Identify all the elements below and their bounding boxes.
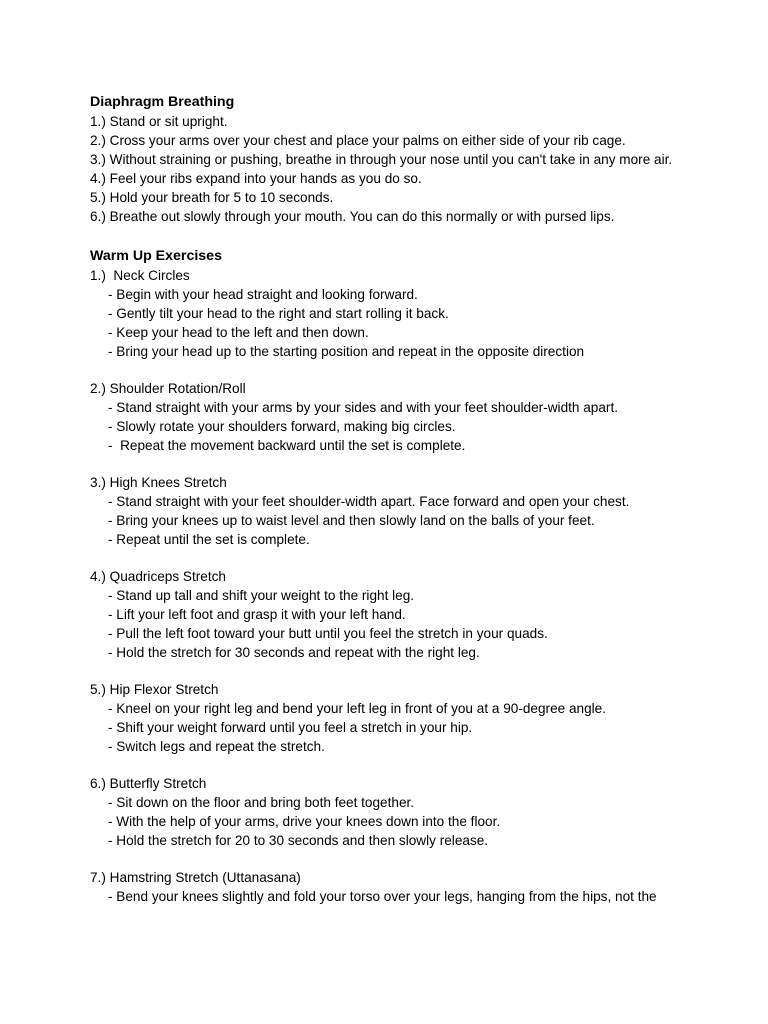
exercise-step: - Stand up tall and shift your weight to the right leg.	[108, 588, 415, 603]
exercise-step: - Bring your knees up to waist level and then slowly land on the balls of your feet.	[108, 513, 595, 528]
section-diaphragm-breathing	[90, 93, 730, 226]
step-line: 6.) Breathe out slowly through your mouth. You can do this normally or with pursed lips.	[90, 209, 615, 224]
exercise-title: 3.) High Knees Stretch	[90, 475, 227, 490]
exercise-title: 4.) Quadriceps Stretch	[90, 569, 226, 584]
exercise-step: - Hold the stretch for 20 to 30 seconds and then slowly release.	[108, 833, 489, 848]
item-spacer	[90, 361, 730, 379]
item-spacer	[90, 850, 730, 868]
item-spacer	[90, 756, 730, 774]
exercise-step: - Pull the left foot toward your butt until you feel the stretch in your quads.	[108, 626, 548, 641]
step-line: 5.) Hold your breath for 5 to 10 seconds.	[90, 190, 334, 205]
exercise-title: 6.) Butterfly Stretch	[90, 776, 207, 791]
section-heading: Diaphragm Breathing	[90, 94, 235, 110]
section-spacer	[90, 226, 730, 247]
exercise-step: - Hold the stretch for 30 seconds and repeat with the right leg.	[108, 645, 480, 660]
exercise-step: - Kneel on your right leg and bend your left leg in front of you at a 90-degree angle.	[108, 701, 607, 716]
exercise-item-hamstring-stretch	[90, 868, 730, 906]
exercise-step: - Repeat until the set is complete.	[108, 532, 310, 547]
exercise-item-high-knees-stretch	[90, 473, 730, 549]
exercise-step: - Begin with your head straight and looking forward.	[108, 287, 418, 302]
exercise-title: 7.) Hamstring Stretch (Uttanasana)	[90, 870, 301, 885]
exercise-step: - Shift your weight forward until you feel a stretch in your hip.	[108, 720, 473, 735]
item-spacer	[90, 549, 730, 567]
exercise-title: 1.) Neck Circles	[90, 268, 190, 283]
section-warm-up-exercises	[90, 247, 730, 906]
step-line: 4.) Feel your ribs expand into your hands as you do so.	[90, 171, 422, 186]
exercise-title: 2.) Shoulder Rotation/Roll	[90, 381, 246, 396]
exercise-item-hip-flexor-stretch	[90, 680, 730, 756]
item-spacer	[90, 455, 730, 473]
exercise-step: - Switch legs and repeat the stretch.	[108, 739, 325, 754]
section-heading: Warm Up Exercises	[90, 248, 222, 264]
exercise-step: - Stand straight with your feet shoulder-width apart. Face forward and open your chest.	[108, 494, 630, 509]
step-line: 2.) Cross your arms over your chest and place your palms on either side of your rib cage.	[90, 133, 626, 148]
exercise-item-butterfly-stretch	[90, 774, 730, 850]
exercise-title: 5.) Hip Flexor Stretch	[90, 682, 219, 697]
step-line: 1.) Stand or sit upright.	[90, 114, 228, 129]
exercise-step: - Repeat the movement backward until the set is complete.	[108, 438, 466, 453]
exercise-item-shoulder-rotation	[90, 379, 730, 455]
exercise-item-quadriceps-stretch	[90, 567, 730, 662]
exercise-step: - Gently tilt your head to the right and start rolling it back.	[108, 306, 449, 321]
exercise-step: - Bring your head up to the starting position and repeat in the opposite direction	[108, 344, 585, 359]
exercise-item-neck-circles	[90, 266, 730, 361]
document-page	[90, 93, 730, 906]
exercise-step: - Bend your knees slightly and fold your torso over your legs, hanging from the hips, not the	[108, 889, 657, 904]
exercise-step: - With the help of your arms, drive your knees down into the floor.	[108, 814, 501, 829]
exercise-step: - Sit down on the floor and bring both feet together.	[108, 795, 415, 810]
exercise-step: - Keep your head to the left and then down.	[108, 325, 369, 340]
step-line: 3.) Without straining or pushing, breathe in through your nose until you can't take in any more air.	[90, 152, 673, 167]
exercise-step: - Stand straight with your arms by your sides and with your feet shoulder-width apart.	[108, 400, 619, 415]
exercise-step: - Lift your left foot and grasp it with your left hand.	[108, 607, 406, 622]
exercise-step: - Slowly rotate your shoulders forward, making big circles.	[108, 419, 456, 434]
item-spacer	[90, 662, 730, 680]
